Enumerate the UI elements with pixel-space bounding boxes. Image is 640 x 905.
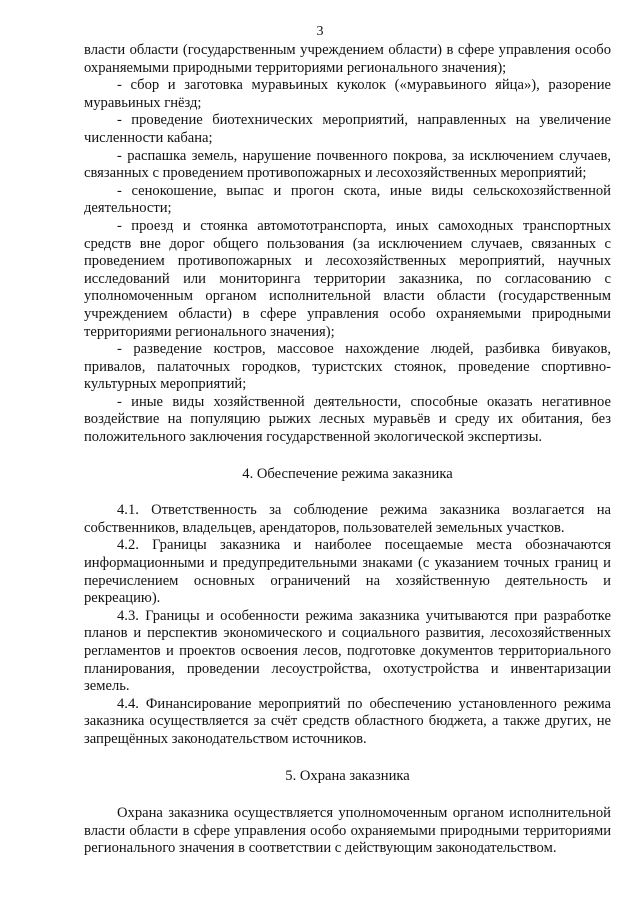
section3-continuation-text: власти области (государственным учреждением области) в сфере управления особо охраняемыми природными территориями регионального значения); <box>84 42 611 76</box>
list-item-haymaking-grazing: - сенокошение, выпас и прогон скота, иные виды сельскохозяйственной деятельности; <box>84 182 611 217</box>
section-5-heading: 5. Охрана заказника <box>285 767 410 784</box>
page-number: 3 <box>316 24 324 39</box>
list-item-other-activities: - иные виды хозяйственной деятельности, способные оказать негативное воздействие на популяцию рыжих лесных муравьёв и среду их обитания, без положительного заключения государственной экологической экспертизы. <box>84 393 611 446</box>
paragraph-4-2: 4.2. Границы заказника и наиболее посещаемые места обозначаются информационными и предупредительными знаками (с указанием точных границ и перечислением основных ограничений на хозяйственную деятельность и рекреацию). <box>84 537 611 607</box>
paragraph-4-1: 4.1. Ответственность за соблюдение режима заказника возлагается на собственников, владельцев, арендаторов, пользователей земельных участков. <box>84 502 611 536</box>
document-body <box>84 42 611 858</box>
paragraph-4-3: 4.3. Границы и особенности режима заказника учитываются при разработке планов и перспектив экономического и социального развития, лесохозяйственных регламентов и проектов освоения лесов, подготовке документов территориального планирования, проведении лесоустройства, охотустройства и инвентаризации земель. <box>84 607 611 695</box>
list-item-vehicle-traffic: - проезд и стоянка автомототранспорта, иных самоходных транспортных средств вне дорог общего пользования (за исключением случаев, связанных с проведением противопожарных и лесохозяйственных мероприятий, научных исследований или мониторинга территории заказника, по согласованию с уполномоченным органом исполнительной власти области (государственным учреждением области) в сфере управления особо охраняемыми природными территориями регионального значения); <box>84 217 611 340</box>
paragraph-4-4: 4.4. Финансирование мероприятий по обеспечению установленного режима заказника осуществляется за счёт средств областного бюджета, а также других, не запрещённых законодательством источников. <box>84 695 611 747</box>
list-item-campfires: - разведение костров, массовое нахождение людей, разбивка бивуаков, привалов, палаточных городков, туристских стоянок, проведение спортивно-культурных мероприятий; <box>84 341 611 393</box>
paragraph-5-1: Охрана заказника осуществляется уполномоченным органом исполнительной власти области в сфере управления особо охраняемыми природными территориями регионального значения в соответствии с действующим законодательством. <box>84 805 611 857</box>
list-item-biotechnical-measures: - проведение биотехнических мероприятий, направленных на увеличение численности кабана; <box>84 112 611 146</box>
section-4-heading: 4. Обеспечение режима заказника <box>242 465 453 482</box>
list-item-ploughing: - распашка земель, нарушение почвенного покрова, за исключением случаев, связанных с проведением противопожарных и лесохозяйственных мероприятий; <box>84 147 611 182</box>
list-item-ant-pupae: - сбор и заготовка муравьиных куколок («муравьиного яйца»), разорение муравьиных гнёзд; <box>84 77 611 111</box>
